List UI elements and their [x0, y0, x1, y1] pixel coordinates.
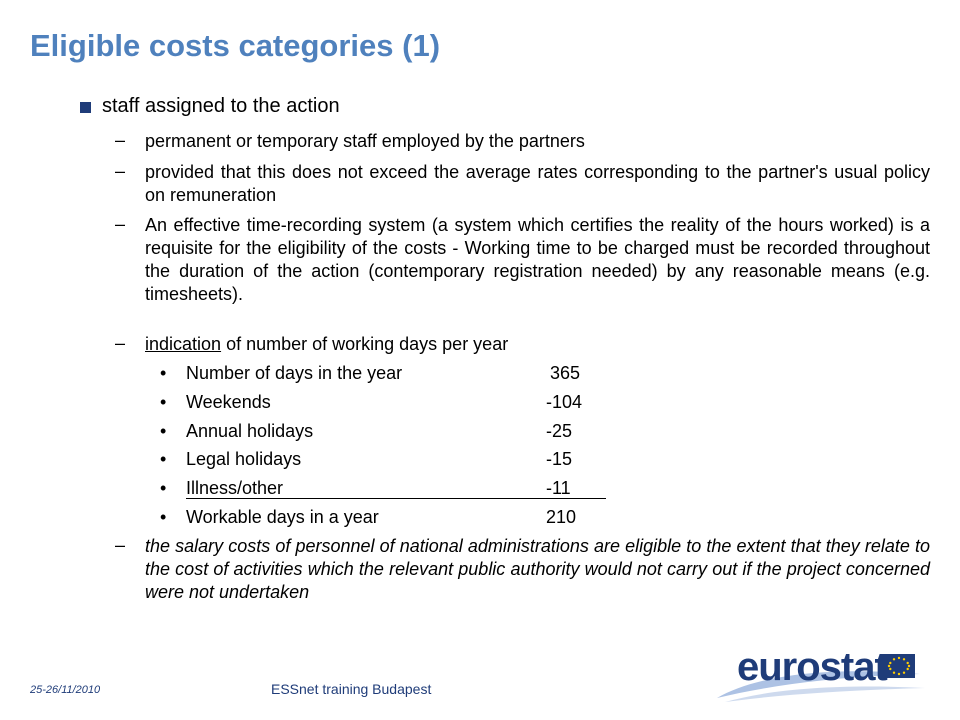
slide-title: Eligible costs categories (1)	[30, 28, 441, 63]
row-label: Illness/other	[186, 478, 284, 498]
indication-underlined: indication	[145, 334, 222, 354]
row-label: Annual holidays	[186, 421, 314, 441]
row-label: Weekends	[186, 392, 271, 412]
dash-bullet: –	[115, 161, 126, 181]
indication-rest: of number of working days per year	[221, 334, 509, 354]
row-value: 365	[550, 363, 581, 383]
sub-item-salary-costs: the salary costs of personnel of national administrations are eligible to the extent that they relate to the cost of activities which the relevant public authority would not carry out if the project concerned were not undertaken	[145, 536, 930, 602]
footer-event: ESSnet training Budapest	[271, 681, 432, 697]
row-value: -104	[546, 392, 583, 412]
sub-item-time-recording: An effective time-recording system (a system which certifies the reality of the hours worked) is a requisite for the eligibility of the costs - Working time to be charged must be recorded throughout the duration of the action (contemporary registration needed) by any reasonable means (e.g. timesheets).	[145, 215, 930, 304]
row-value: -25	[546, 421, 573, 441]
footer-date: 25-26/11/2010	[30, 684, 101, 696]
row-value: 210	[546, 507, 577, 527]
sub-item-indication	[145, 333, 930, 356]
dash-bullet: –	[115, 333, 126, 353]
main-bullet-text: staff assigned to the action	[102, 95, 340, 117]
round-bullet: •	[160, 392, 167, 412]
sub-item-average-rates: provided that this does not exceed the average rates corresponding to the partner's usual policy on remuneration	[145, 162, 930, 205]
row-label: Legal holidays	[186, 449, 302, 469]
round-bullet: •	[160, 449, 167, 469]
round-bullet: •	[160, 478, 167, 498]
total-underline	[186, 498, 606, 499]
round-bullet: •	[160, 363, 167, 383]
row-label: Number of days in the year	[186, 363, 403, 383]
dash-bullet: –	[115, 535, 126, 555]
row-value: -11	[546, 478, 571, 498]
sub-item-permanent-staff: permanent or temporary staff employed by the partners	[145, 131, 585, 151]
dash-bullet: –	[115, 130, 126, 150]
row-value: -15	[546, 449, 573, 469]
square-bullet-icon	[80, 102, 91, 113]
round-bullet: •	[160, 507, 167, 527]
dash-bullet: –	[115, 214, 126, 234]
round-bullet: •	[160, 421, 167, 441]
eurostat-wordmark: eurostat	[737, 645, 887, 689]
row-label: Workable days in a year	[186, 507, 379, 527]
